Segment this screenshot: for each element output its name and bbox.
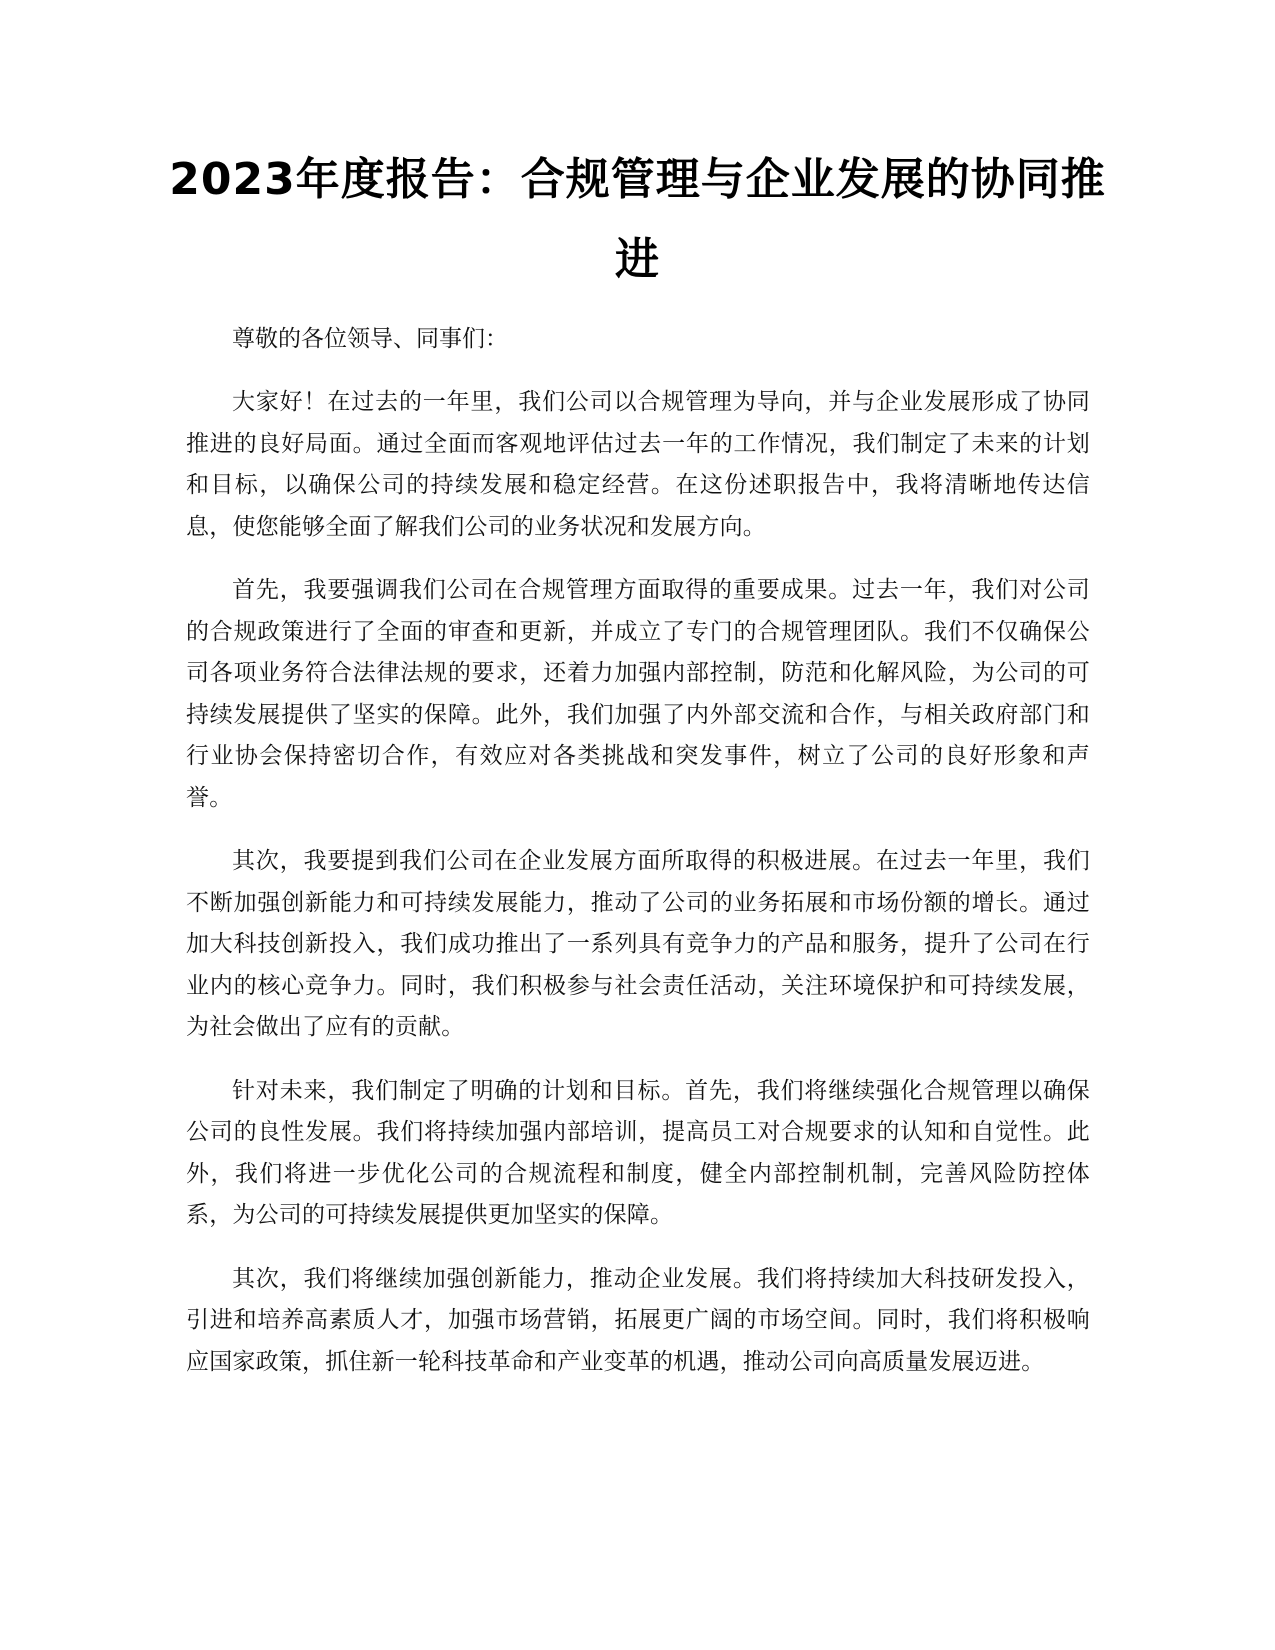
document-body <box>186 318 1090 1405</box>
document-title: 2023年度报告：合规管理与企业发展的协同推进 <box>169 154 1106 285</box>
paragraph-intro: 大家好！在过去的一年里，我们公司以合规管理为导向，并与企业发展形成了协同推进的良好局面。通过全面而客观地评估过去一年的工作情况，我们制定了未来的计划和目标，以确保公司的持续发展和稳定经营。在这份述职报告中，我将清晰地传达信息，使您能够全面了解我们公司的业务状况和发展方向。 <box>186 389 1090 540</box>
paragraph-compliance: 首先，我要强调我们公司在合规管理方面取得的重要成果。过去一年，我们对公司的合规政策进行了全面的审查和更新，并成立了专门的合规管理团队。我们不仅确保公司各项业务符合法律法规的要求，还着力加强内部控制，防范和化解风险，为公司的可持续发展提供了坚实的保障。此外，我们加强了内外部交流和合作，与相关政府部门和行业协会保持密切合作，有效应对各类挑战和突发事件，树立了公司的良好形象和声誉。 <box>186 577 1090 811</box>
salutation: 尊敬的各位领导、同事们： <box>232 326 508 352</box>
paragraph-development: 其次，我要提到我们公司在企业发展方面所取得的积极进展。在过去一年里，我们不断加强创新能力和可持续发展能力，推动了公司的业务拓展和市场份额的增长。通过加大科技创新投入，我们成功推出了一系列具有竞争力的产品和服务，提升了公司在行业内的核心竞争力。同时，我们积极参与社会责任活动，关注环境保护和可持续发展，为社会做出了应有的贡献。 <box>186 848 1090 1040</box>
paragraph-future-innovation: 其次，我们将继续加强创新能力，推动企业发展。我们将持续加大科技研发投入，引进和培养高素质人才，加强市场营销，拓展更广阔的市场空间。同时，我们将积极响应国家政策，抓住新一轮科技革命和产业变革的机遇，推动公司向高质量发展迈进。 <box>186 1265 1090 1375</box>
paragraph-future-compliance: 针对未来，我们制定了明确的计划和目标。首先，我们将继续强化合规管理以确保公司的良性发展。我们将持续加强内部培训，提高员工对合规要求的认知和自觉性。此外，我们将进一步优化公司的合规流程和制度，健全内部控制机制，完善风险防控体系，为公司的可持续发展提供更加坚实的保障。 <box>186 1077 1090 1228</box>
